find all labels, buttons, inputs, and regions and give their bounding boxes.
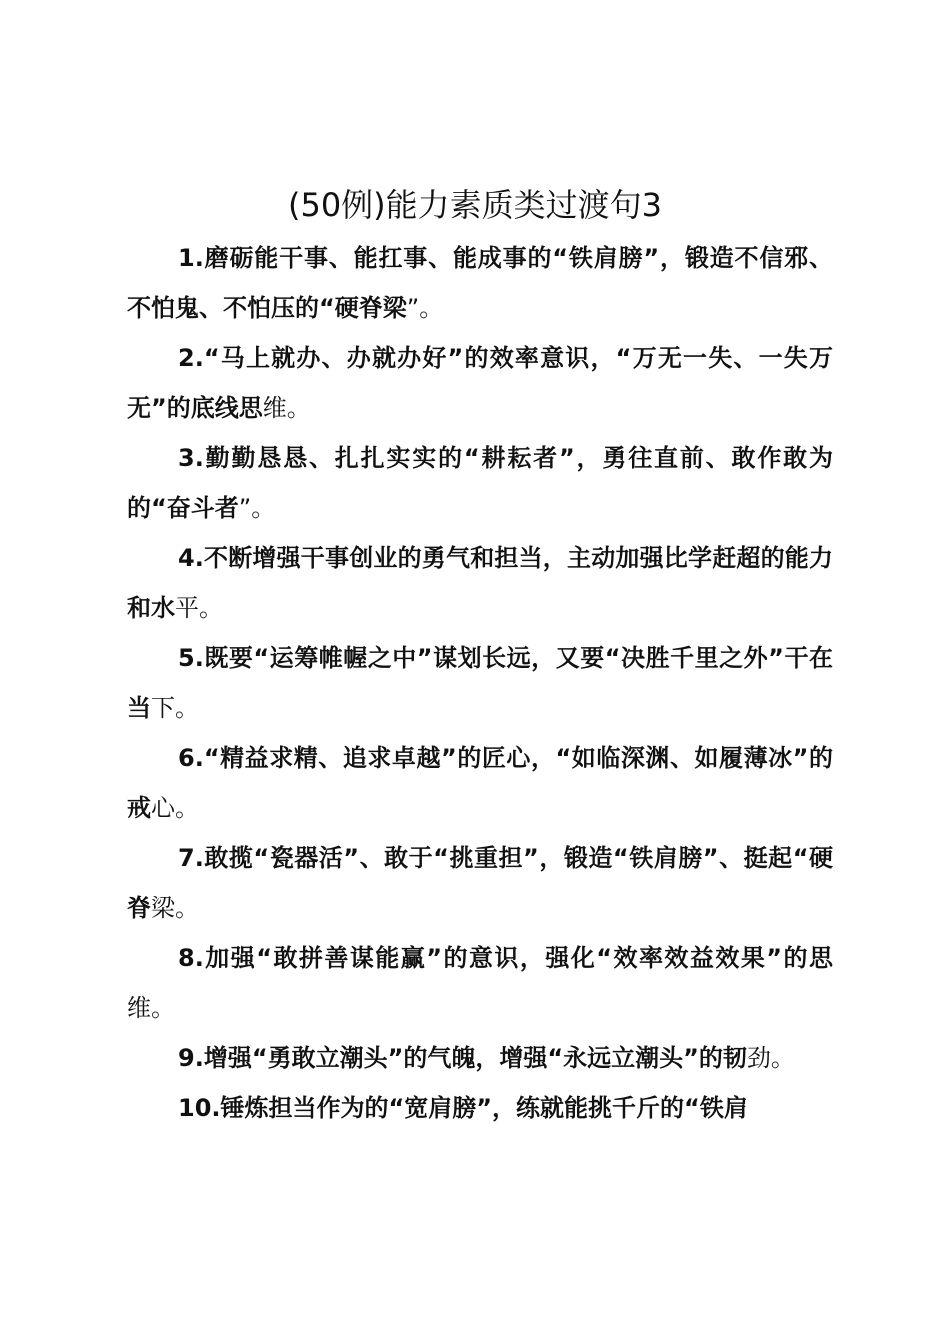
list-item: [127, 1033, 833, 1083]
list-item: [127, 333, 833, 433]
item-text: 2.“马上就办、办就办好”的效率意识，“万无一失、一失万无”的底线思: [127, 344, 833, 422]
item-tail: 下。: [151, 694, 199, 722]
item-text: 3.勤勤恳恳、扎扎实实的“耕耘者”，勇往直前、敢作敢为的“奋斗者: [127, 444, 833, 522]
list-item: [127, 633, 833, 733]
sentence-list: [127, 233, 833, 1133]
item-tail: 维。: [262, 394, 311, 422]
list-item: [127, 433, 833, 533]
list-item: [127, 233, 833, 333]
item-text: 6.“精益求精、追求卓越”的匠心，“如临深渊、如履薄冰”的戒: [127, 744, 833, 822]
item-tail: 劲。: [746, 1044, 795, 1072]
item-tail: 维。: [127, 994, 175, 1022]
list-item: [127, 533, 833, 633]
item-tail: 平。: [175, 594, 223, 622]
list-item: [127, 733, 833, 833]
item-text: 10.锤炼担当作为的“宽肩膀”，练就能挑千斤的“铁肩: [178, 1094, 748, 1122]
item-text: 8.加强“敢拼善谋能赢”的意识，强化“效率效益效果”的思: [178, 944, 833, 972]
item-tail: 梁。: [151, 894, 199, 922]
item-tail: ”。: [238, 494, 276, 522]
item-text: 5.既要“运筹帷幄之中”谋划长远，又要“决胜千里之外”干在当: [127, 644, 833, 722]
list-item: [127, 1083, 833, 1133]
item-text: 7.敢揽“瓷器活”、敢于“挑重担”，锻造“铁肩膀”、挺起“硬脊: [127, 844, 833, 922]
item-text: 9.增强“勇敢立潮头”的气魄，增强“永远立潮头”的韧: [178, 1044, 747, 1072]
list-item: [127, 833, 833, 933]
item-text: 4.不断增强干事创业的勇气和担当，主动加强比学赶超的能力和水: [127, 544, 833, 622]
document-title: (50例)能力素质类过渡句3: [287, 186, 663, 224]
list-item: [127, 933, 833, 1033]
item-tail: 心。: [151, 794, 199, 822]
item-text: 1.磨砺能干事、能扛事、能成事的“铁肩膀”，锻造不信邪、不怕鬼、不怕压的“硬脊梁: [127, 244, 833, 322]
item-tail: ”。: [406, 294, 444, 322]
